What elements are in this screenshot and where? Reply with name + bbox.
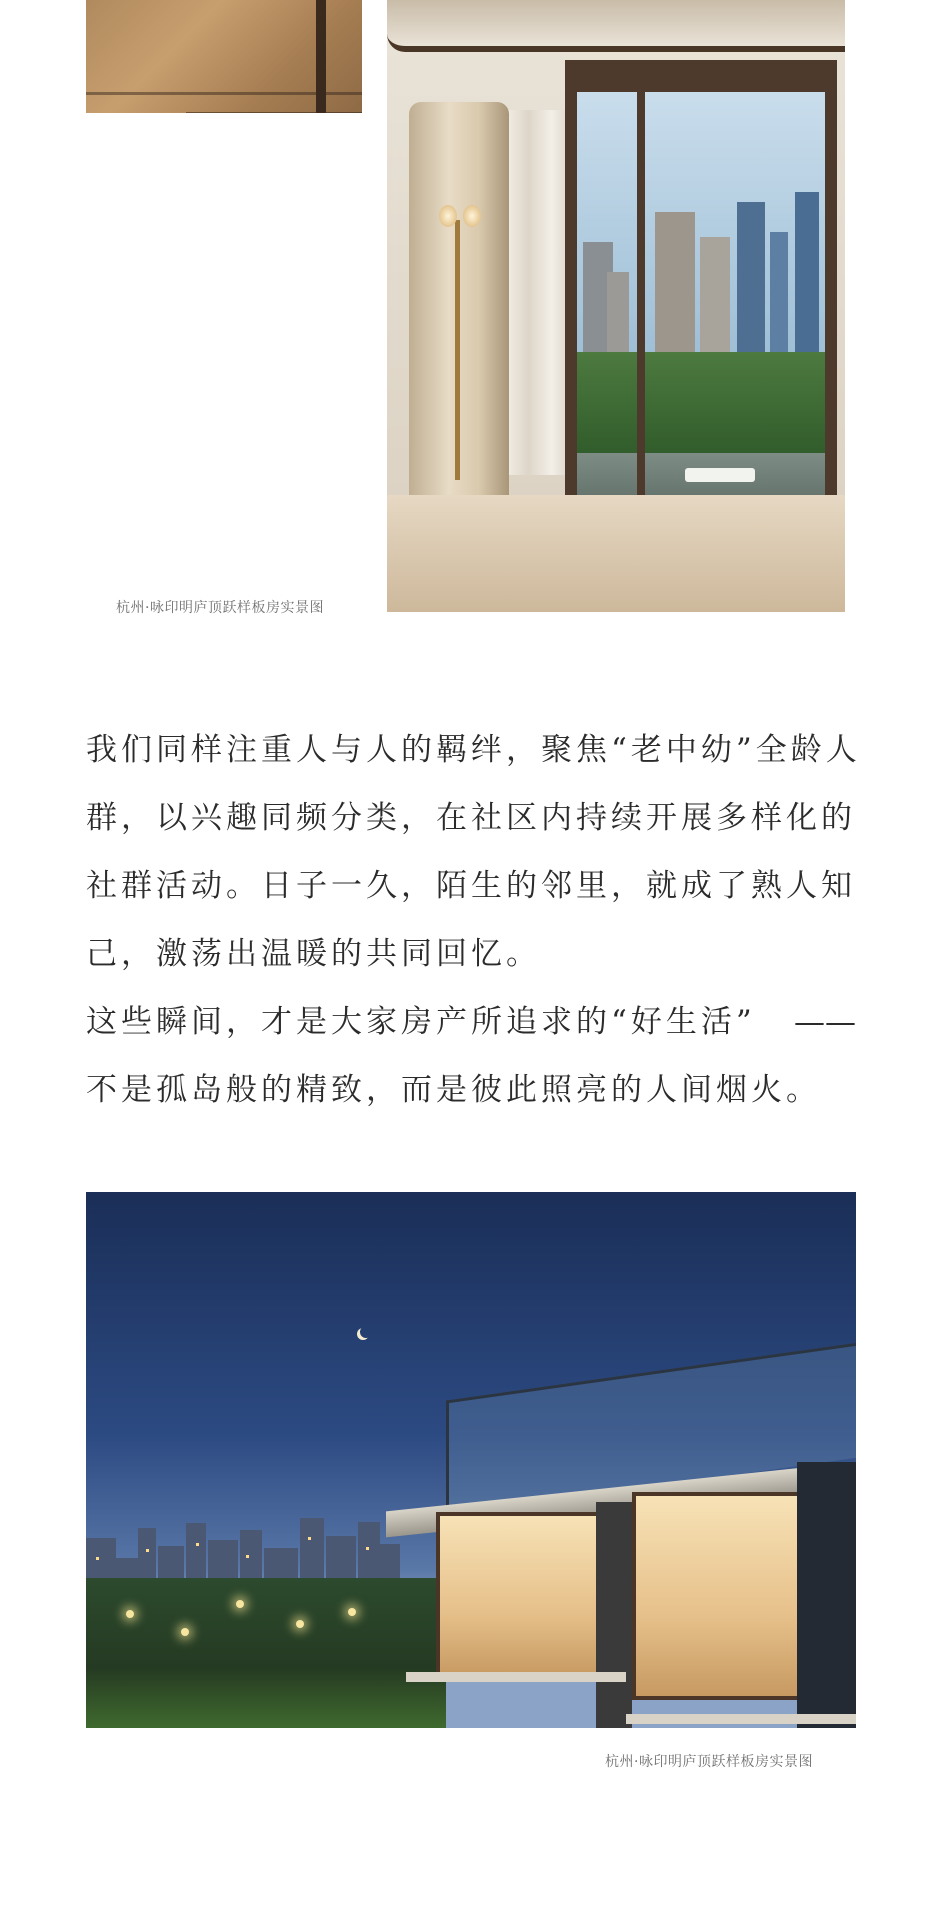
night-exterior-photo — [86, 1192, 856, 1728]
photo-caption-bottom: 杭州·咏印明庐顶跃样板房实景图 — [605, 1754, 813, 1770]
paragraph-line: 己，激荡出温暖的共同回忆。 — [86, 936, 541, 972]
paragraph-line: 不是孤岛般的精致，而是彼此照亮的人间烟火。 — [86, 1072, 821, 1108]
paragraph-line: 群，以兴趣同频分类，在社区内持续开展多样化的 — [86, 800, 856, 836]
paragraph-line: 社群活动。日子一久，陌生的邻里，就成了熟人知 — [86, 868, 856, 904]
interior-photo — [387, 0, 845, 612]
wood-panel-photo — [86, 0, 362, 113]
paragraph-line: 这些瞬间，才是大家房产所追求的“好生活” — [86, 1004, 756, 1040]
photo-caption-top: 杭州·咏印明庐顶跃样板房实景图 — [116, 600, 324, 616]
em-dash: —— — [794, 1004, 856, 1040]
moon-icon — [360, 1326, 372, 1338]
paragraph-line: 我们同样注重人与人的羁绊，聚焦“老中幼”全龄人 — [86, 732, 861, 768]
